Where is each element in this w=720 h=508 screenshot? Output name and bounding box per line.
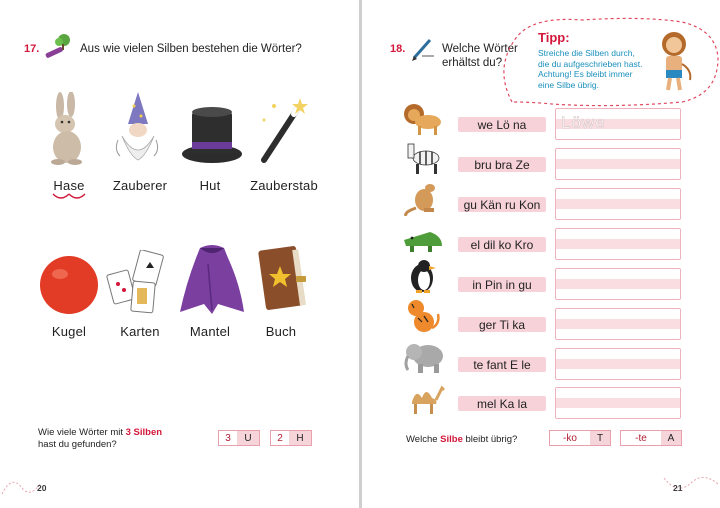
task-number: 18. (390, 43, 406, 55)
red-ball-icon (38, 254, 100, 316)
answer-example-text: Löwe (561, 113, 606, 132)
decorative-swirl-icon (662, 468, 720, 498)
decorative-swirl-icon (0, 470, 60, 500)
page-right (362, 0, 720, 508)
lion-icon (402, 102, 444, 136)
count-question-highlight: 3 Silben (125, 427, 163, 438)
book-icon (256, 244, 308, 314)
answer-field-8[interactable] (555, 387, 681, 419)
cloak-icon (178, 244, 246, 316)
magic-wand-star-icon (254, 96, 312, 166)
answer-field-4[interactable] (555, 228, 681, 260)
syllable-row-7: te fant E le (458, 357, 546, 372)
syllable-arc-icon (52, 193, 86, 201)
remaining-syllable-highlight: Silbe (440, 434, 463, 445)
answer-field-2[interactable] (555, 148, 681, 180)
task-question: Welche Wörter erhältst du? (442, 43, 518, 69)
task-number: 17. (24, 43, 40, 55)
word-zauberer: Zauberer (112, 178, 168, 193)
kangaroo-icon (402, 182, 444, 216)
syllable-row-5: in Pin in gu (458, 277, 546, 292)
answer-option-2[interactable]: 2 H (270, 430, 312, 446)
lion-boy-icon (652, 30, 698, 92)
word-kugel: Kugel (51, 324, 87, 339)
magic-wand-icon (42, 32, 74, 62)
camel-icon (402, 380, 446, 416)
word-hut: Hut (199, 178, 221, 193)
tipp-title: Tipp: (538, 30, 570, 45)
remaining-syllable-question: Welche Silbe bleibt übrig? (406, 434, 518, 445)
elephant-icon (402, 340, 446, 374)
word-mantel: Mantel (189, 324, 231, 339)
answer-field-3[interactable] (555, 188, 681, 220)
answer-field-1[interactable] (555, 108, 681, 140)
answer-field-5[interactable] (555, 268, 681, 300)
syllable-row-4: el dil ko Kro (458, 237, 546, 252)
answer-field-7[interactable] (555, 348, 681, 380)
task-question: Aus wie vielen Silben bestehen die Wörter? (80, 43, 302, 55)
word-buch: Buch (265, 324, 297, 339)
syllable-row-3: gu Kän ru Kon (458, 197, 546, 212)
page-number: 20 (37, 483, 47, 493)
page-number: 21 (673, 483, 683, 493)
word-zauberstab: Zauberstab (250, 178, 318, 193)
pencil-icon (410, 36, 436, 62)
answer-option-te[interactable]: -te A (620, 430, 682, 446)
count-question: Wie viele Wörter mit 3 Silben hast du gefunden? (38, 427, 163, 450)
syllable-row-8: mel Ka la (458, 396, 546, 411)
tiger-icon (402, 298, 444, 334)
word-karten: Karten (120, 324, 160, 339)
syllable-row-6: ger Ti ka (458, 317, 546, 332)
tipp-text: Streiche die Silben durch, die du aufgeschrieben hast. Achtung! Es bleibt immer eine Silbe übrig. (538, 48, 643, 90)
playing-cards-icon (106, 250, 170, 316)
syllable-row-2: bru bra Ze (458, 157, 546, 172)
wizard-icon (108, 90, 164, 166)
answer-option-ko[interactable]: -ko T (549, 430, 611, 446)
penguin-icon (402, 258, 444, 294)
syllable-row-1: we Lö na (458, 117, 546, 132)
answer-option-3[interactable]: 3 U (218, 430, 260, 446)
crocodile-icon (402, 222, 444, 256)
rabbit-icon (44, 92, 90, 166)
word-hase: Hase (53, 178, 85, 193)
answer-field-6[interactable] (555, 308, 681, 340)
zebra-icon (402, 142, 444, 176)
top-hat-icon (180, 104, 244, 166)
